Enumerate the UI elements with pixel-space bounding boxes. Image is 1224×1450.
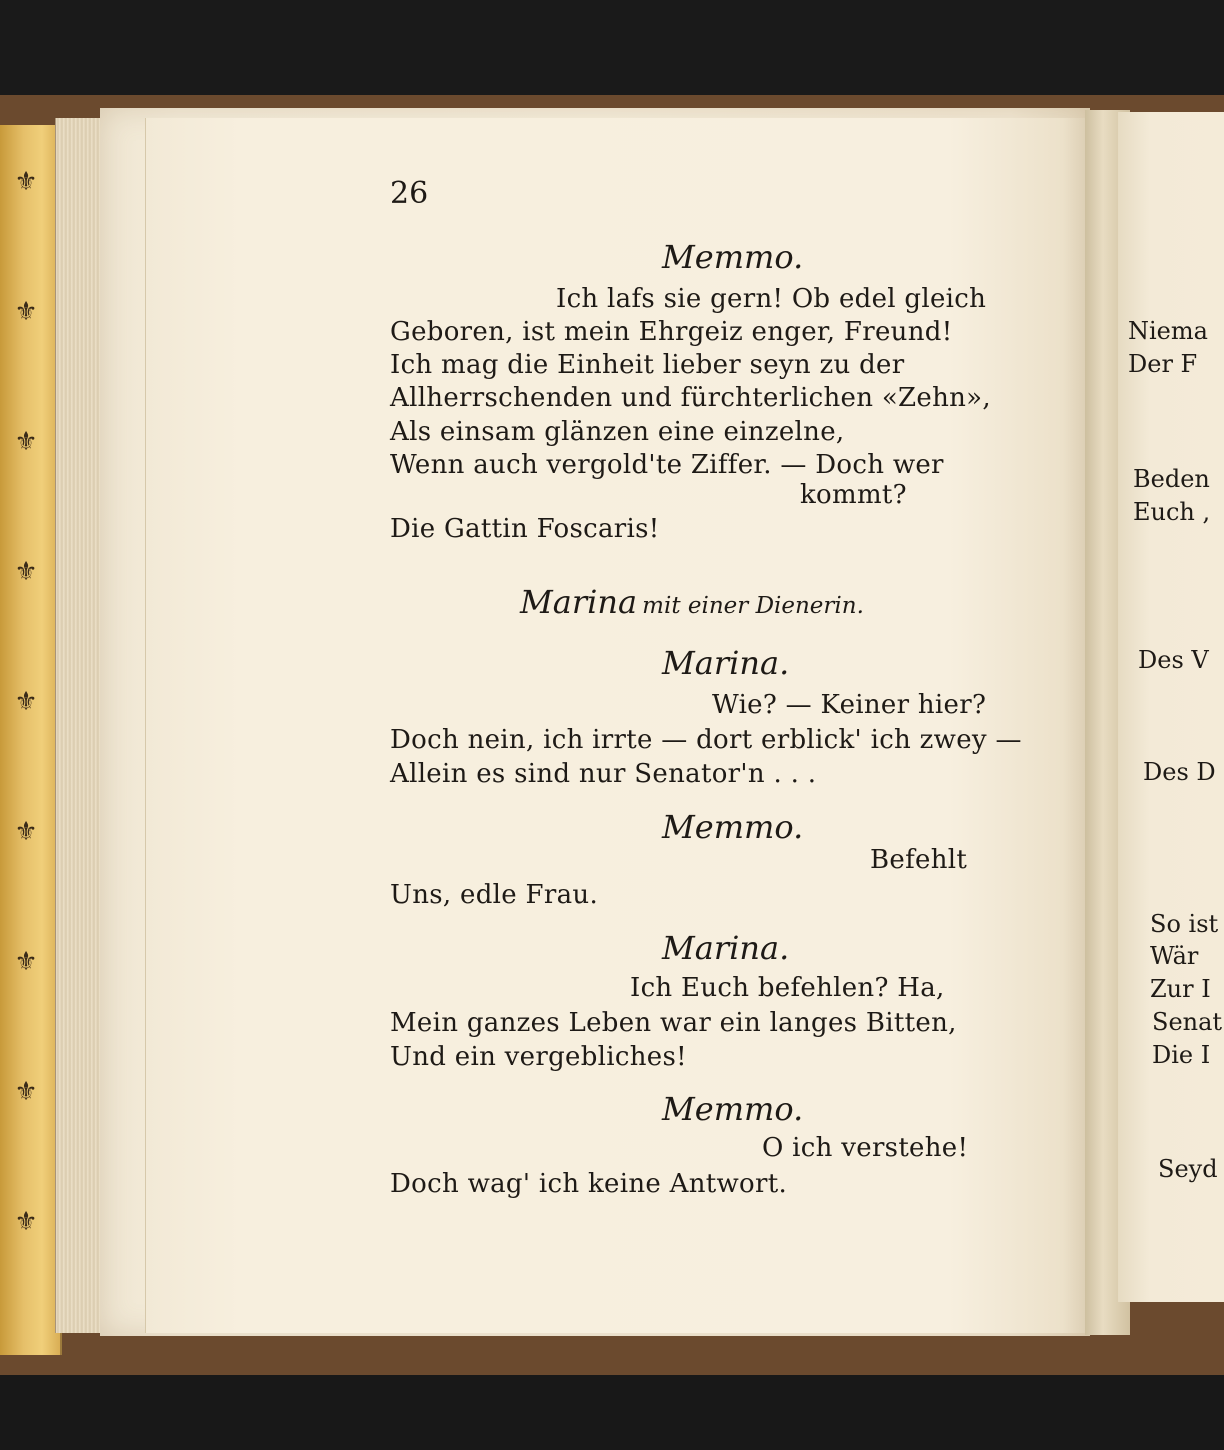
verse-line: Ich lafs sie gern! Ob edel gleich xyxy=(556,284,987,314)
verse-line: Befehlt xyxy=(870,845,968,875)
facing-page-fragment: So ist xyxy=(1150,910,1219,938)
spine-ornament-icon: ⚜ xyxy=(14,167,38,197)
facing-page-fragment: Des D xyxy=(1143,758,1216,786)
stage-text: mit einer Dienerin. xyxy=(642,593,864,619)
facing-page-fragment: Senat xyxy=(1152,1008,1223,1036)
background-top xyxy=(0,0,1224,100)
speaker-marina: Marina. xyxy=(662,929,790,967)
spine-ornament-icon: ⚜ xyxy=(14,1077,38,1107)
spine-ornament-icon: ⚜ xyxy=(14,427,38,457)
speaker-marina: Marina. xyxy=(662,644,790,682)
facing-page-fragment: Niema xyxy=(1128,317,1208,345)
facing-page-fragment: Des V xyxy=(1138,646,1209,674)
verse-line: O ich verstehe! xyxy=(762,1133,969,1163)
verse-line: Ich mag die Einheit lieber seyn zu der xyxy=(390,350,905,380)
facing-page-fragment: Beden xyxy=(1133,465,1210,493)
spine-ornament-icon: ⚜ xyxy=(14,557,38,587)
verse-line: kommt? xyxy=(800,480,907,510)
spine-ornament-icon: ⚜ xyxy=(14,687,38,717)
verse-line: Allherrschenden und fürchterlichen «Zehn», xyxy=(390,383,991,413)
facing-page-fragment: Euch , xyxy=(1133,498,1211,526)
verse-line: Wenn auch vergold'te Ziffer. — Doch wer xyxy=(390,450,944,480)
speaker-memmo: Memmo. xyxy=(662,238,804,276)
spine-ornament-icon: ⚜ xyxy=(14,297,38,327)
verse-line: Allein es sind nur Senator'n . . . xyxy=(390,759,817,789)
verse-line: Und ein vergebliches! xyxy=(390,1042,687,1072)
spine-ornament-icon: ⚜ xyxy=(14,817,38,847)
speaker-memmo: Memmo. xyxy=(662,1090,804,1128)
verse-line: Doch nein, ich irrte — dort erblick' ich zwey — xyxy=(390,725,1022,755)
verse-line: Uns, edle Frau. xyxy=(390,880,599,910)
verse-line: Doch wag' ich keine Antwort. xyxy=(390,1169,788,1199)
facing-page-fragment: Der F xyxy=(1128,350,1198,378)
spine-ornament-icon: ⚜ xyxy=(14,947,38,977)
facing-page-fragment: Seyd xyxy=(1158,1155,1218,1183)
stage-direction xyxy=(520,583,864,621)
verse-line: Geboren, ist mein Ehrgeiz enger, Freund! xyxy=(390,317,953,347)
right-page xyxy=(1118,112,1224,1302)
spine-ornament-strip xyxy=(0,125,62,1355)
verse-line: Wie? — Keiner hier? xyxy=(712,690,987,720)
facing-page-fragment: Zur I xyxy=(1150,975,1211,1003)
verse-line: Die Gattin Foscaris! xyxy=(390,514,660,544)
verse-line: Als einsam glänzen eine einzelne, xyxy=(390,417,845,447)
verse-line: Ich Euch befehlen? Ha, xyxy=(630,973,945,1003)
speaker-memmo: Memmo. xyxy=(662,808,804,846)
spine-ornament-icon: ⚜ xyxy=(14,1207,38,1237)
page-number: 26 xyxy=(390,176,429,211)
background-bottom xyxy=(0,1375,1224,1450)
verse-line: Mein ganzes Leben war ein langes Bitten, xyxy=(390,1008,957,1038)
stage-character: Marina xyxy=(520,583,638,621)
facing-page-fragment: Die I xyxy=(1152,1041,1211,1069)
facing-page-fragment: Wär xyxy=(1150,942,1199,970)
